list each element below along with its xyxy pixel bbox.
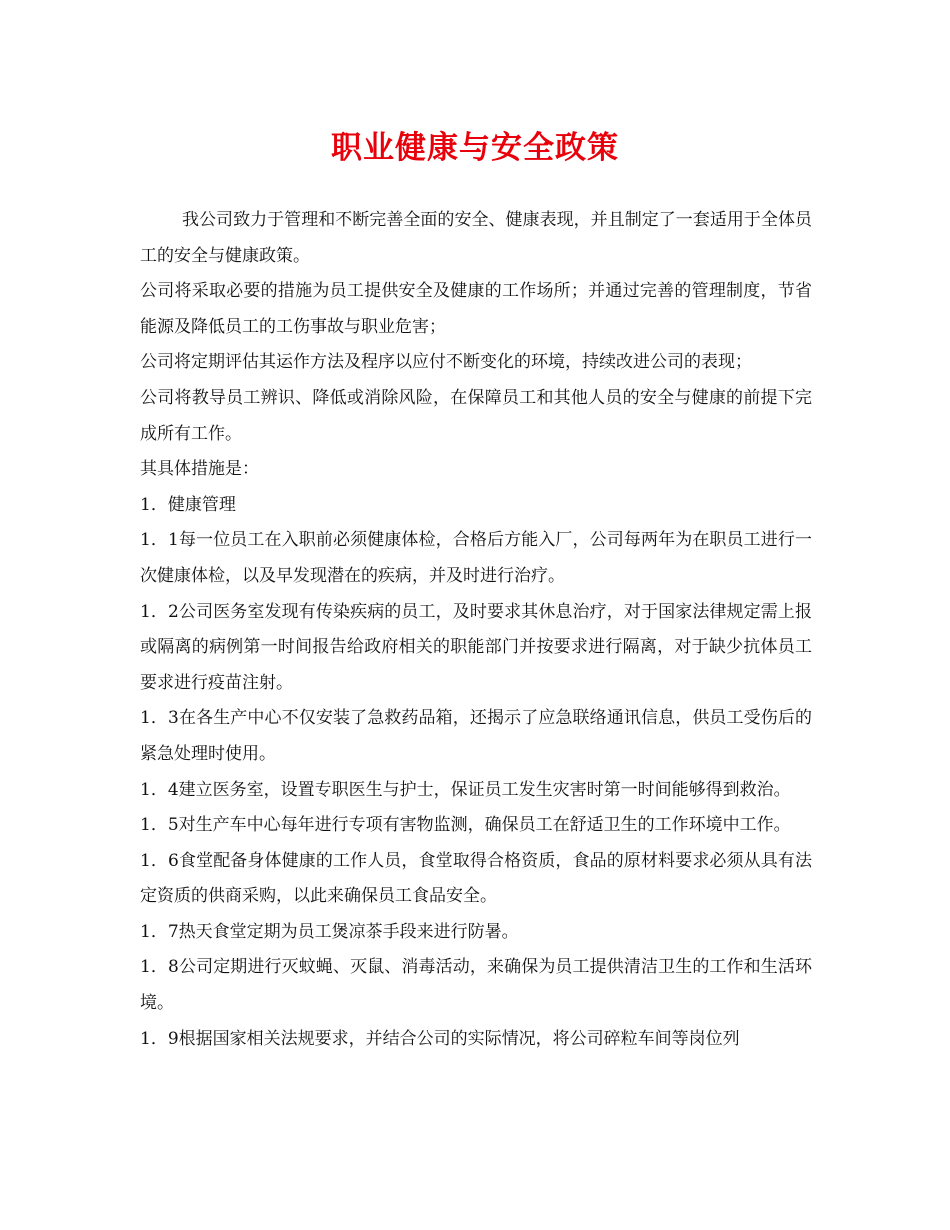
intro-paragraph: 我公司致力于管理和不断完善全面的安全、健康表现，并且制定了一套适用于全体员工的安全与健康政策。 [140,210,812,266]
measure-item: 1．8公司定期进行灭蚊蝇、灭鼠、消毒活动，来确保为员工提供清洁卫生的工作和生活环境。 [140,957,812,1014]
policy-paragraph-workplace: 公司将采取必要的措施为员工提供安全及健康的工作场所；并通过完善的管理制度，节省能源及降低员工的工伤事故与职业危害； [140,281,812,337]
document-title: 职业健康与安全政策 [331,130,619,166]
policy-paragraph-evaluation: 公司将定期评估其运作方法及程序以应付不断变化的环境，持续改进公司的表现； [140,352,752,373]
measure-item: 1．3在各生产中心不仅安装了急救药品箱，还揭示了应急联络通讯信息，供员工受伤后的紧急处理时使用。 [140,708,812,764]
measures-heading: 其具体措施是： [140,459,259,480]
measure-item: 1．1每一位员工在入职前必须健康体检，合格后方能入厂，公司每两年为在职员工进行一次健康体检，以及早发现潜在的疾病，并及时进行治疗。 [140,530,812,586]
measure-item: 1．9根据国家相关法规要求，并结合公司的实际情况，将公司碎粒车间等岗位列 [140,1028,740,1049]
section-heading-health: 1．健康管理 [140,494,236,515]
measure-item: 1．2公司医务室发现有传染疾病的员工，及时要求其休息治疗，对于国家法律规定需上报或隔离的病例第一时间报告给政府相关的职能部门并按要求进行隔离，对于缺少抗体员工要求进行疫苗注射。 [140,601,812,693]
measure-item: 1．4建立医务室，设置专职医生与护士，保证员工发生灾害时第一时间能够得到救治。 [140,779,791,800]
measure-item: 1．6食堂配备身体健康的工作人员，食堂取得合格资质，食品的原材料要求必须从具有法定资质的供商采购，以此来确保员工食品安全。 [140,850,812,907]
policy-paragraph-training: 公司将教导员工辨识、降低或消除风险，在保障员工和其他人员的安全与健康的前提下完成所有工作。 [140,387,812,444]
measure-item: 1．7热天食堂定期为员工煲凉茶手段来进行防暑。 [140,921,519,942]
document-body [140,203,812,1057]
measure-item: 1．5对生产车中心每年进行专项有害物监测，确保员工在舒适卫生的工作环境中工作。 [140,815,791,836]
